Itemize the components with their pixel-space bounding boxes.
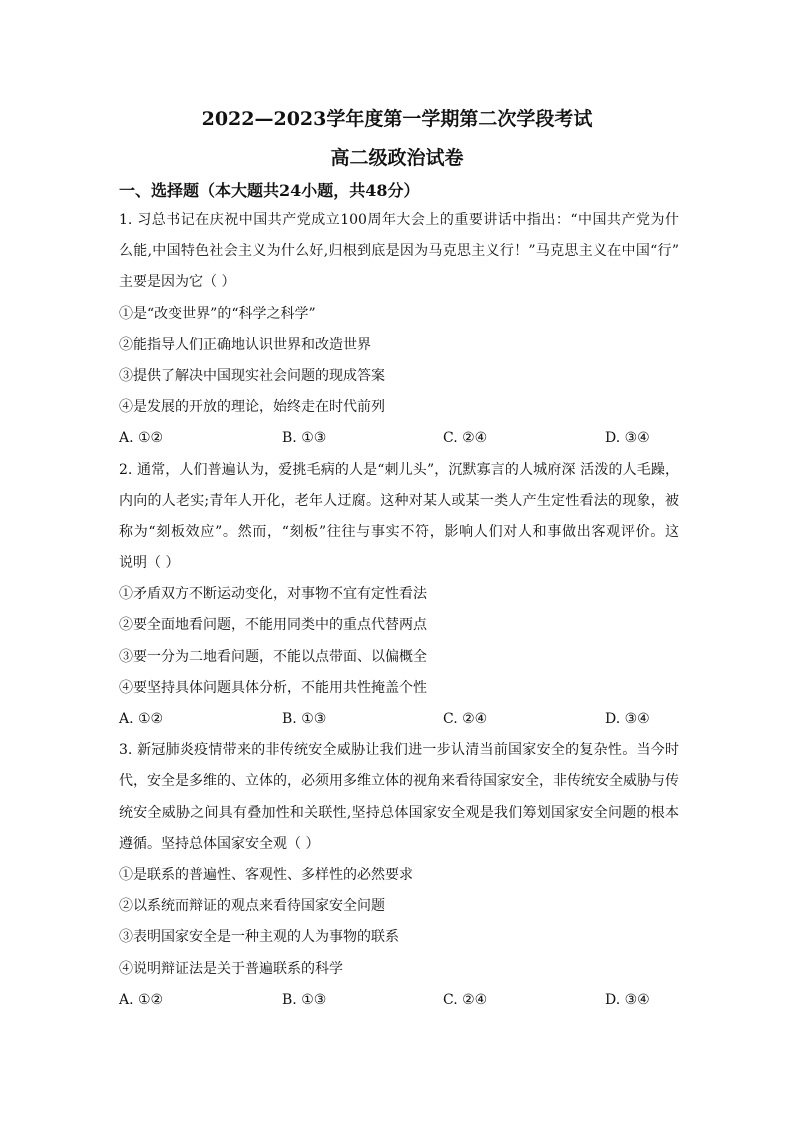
- option-c[interactable]: C. ②④: [443, 991, 488, 1008]
- option-b[interactable]: B. ①③: [282, 430, 327, 447]
- statement-3: ③提供了解决中国现实社会问题的现成答案: [119, 367, 385, 384]
- question-3: [119, 735, 679, 1016]
- question-stem-line: 代，安全是多维的、立体的，必须用多维立体的视角来看待国家安全，非传统安全威胁与传: [119, 773, 679, 790]
- question-stem-line: 称为“刻板效应”。然而，“刻板”往往与事实不符，影响人们对人和事做出客观评价。这: [119, 523, 679, 540]
- statement-3: ③要一分为二地看问题，不能以点带面、以偏概全: [119, 648, 427, 665]
- question-stem-line: 遵循。坚持总体国家安全观（ ）: [119, 835, 320, 852]
- statement-3: ③表明国家安全是一种主观的人为事物的联系: [119, 929, 399, 946]
- question-stem-line: 2. 通常，人们普遍认为，爱挑毛病的人是“刺儿头”，沉默寡言的人城府深 活泼的人毛躁，: [119, 461, 679, 478]
- statement-2: ②以系统而辩证的观点来看待国家安全问题: [119, 898, 385, 915]
- statement-1: ①是“改变世界”的“科学之科学”: [119, 305, 316, 322]
- option-d[interactable]: D. ③④: [605, 711, 650, 727]
- option-c[interactable]: C. ②④: [443, 430, 488, 447]
- option-a[interactable]: A. ①②: [119, 711, 164, 727]
- statement-2: ②能指导人们正确地认识世界和改造世界: [119, 336, 371, 353]
- option-b[interactable]: B. ①③: [282, 711, 327, 727]
- question-stem-line: 内向的人老实;青年人开化，老年人迂腐。这种对某人或某一类人产生定性看法的现象，被: [119, 492, 679, 509]
- option-d[interactable]: D. ③④: [605, 991, 650, 1008]
- statement-4: ④是发展的开放的理论，始终走在时代前列: [119, 399, 385, 416]
- option-a[interactable]: A. ①②: [119, 430, 164, 447]
- answer-options: [119, 704, 679, 735]
- question-stem-line: 主要是因为它（ ）: [119, 274, 236, 291]
- statement-1: ①是联系的普遍性、客观性、多样性的必然要求: [119, 866, 413, 883]
- statement-1: ①矛盾双方不断运动变化，对事物不宜有定性看法: [119, 586, 427, 603]
- exam-title: 2022—2023学年度第一学期第二次学段考试: [201, 108, 593, 130]
- question-list: [119, 205, 679, 1016]
- section-heading: 一、选择题（本大题共24小题，共48分）: [119, 181, 420, 200]
- question-stem-line: 1. 习总书记在庆祝中国共产党成立100周年大会上的重要讲话中指出：“中国共产党为什: [119, 212, 679, 228]
- exam-subtitle: 高二级政治试卷: [330, 147, 464, 169]
- answer-options: [119, 985, 679, 1016]
- question-1: [119, 205, 679, 455]
- option-d[interactable]: D. ③④: [605, 430, 650, 447]
- option-b[interactable]: B. ①③: [282, 991, 327, 1008]
- question-stem-line: 3. 新冠肺炎疫情带来的非传统安全威胁让我们进一步认清当前国家安全的复杂性。当今时: [119, 742, 679, 759]
- statement-4: ④说明辩证法是关于普遍联系的科学: [119, 960, 343, 977]
- question-stem-line: 么能,中国特色社会主义为什么好,归根到底是因为马克思主义行！”马克思主义在中国“行”: [119, 243, 679, 260]
- question-2: [119, 455, 679, 736]
- statement-4: ④要坚持具体问题具体分析，不能用共性掩盖个性: [119, 679, 427, 696]
- option-c[interactable]: C. ②④: [443, 711, 488, 727]
- option-a[interactable]: A. ①②: [119, 991, 164, 1008]
- question-stem-line: 说明（ ）: [119, 555, 180, 572]
- question-stem-line: 统安全威胁之间具有叠加性和关联性,坚持总体国家安全观是我们筹划国家安全问题的根本: [119, 804, 679, 821]
- statement-2: ②要全面地看问题，不能用同类中的重点代替两点: [119, 617, 427, 634]
- answer-options: [119, 423, 679, 454]
